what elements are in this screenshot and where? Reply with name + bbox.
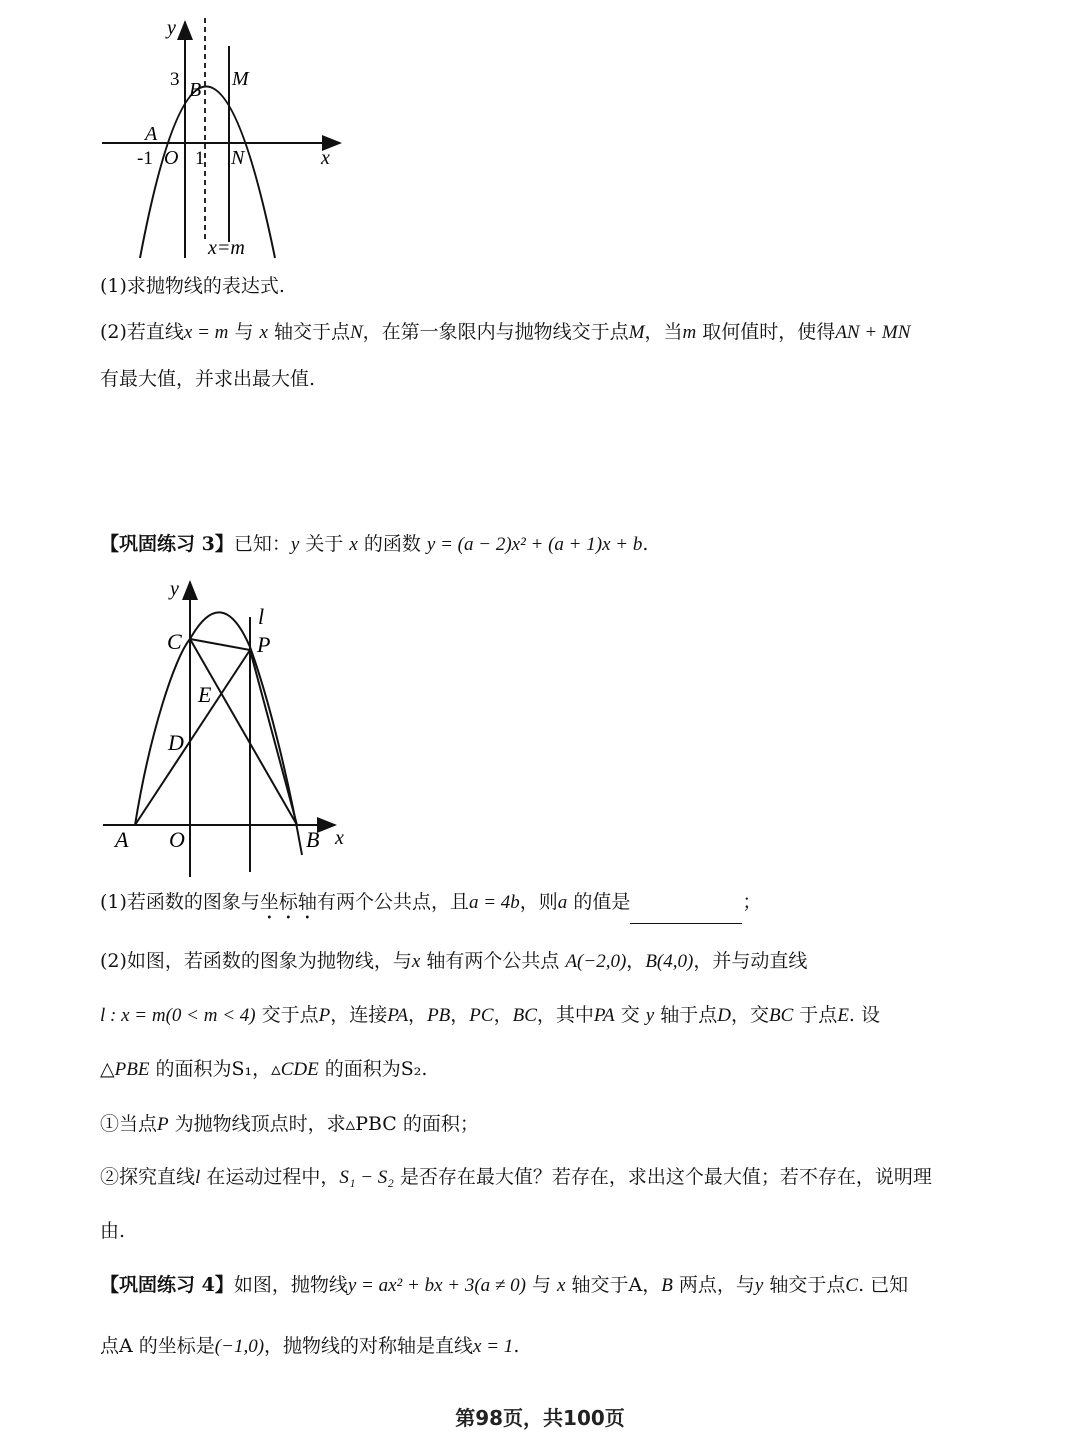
label-N: N: [231, 147, 245, 169]
segment-PC: [190, 639, 250, 650]
text: ，: [493, 1004, 513, 1026]
text: ，: [408, 1004, 428, 1026]
text: .: [421, 1058, 428, 1080]
math: S₁ − S₂: [339, 1167, 394, 1188]
label-B: B: [306, 827, 320, 852]
label-D: D: [168, 730, 184, 755]
practice3-q2-line2: [100, 1006, 880, 1025]
math: x = m: [183, 322, 229, 343]
text: 交于点: [255, 1004, 319, 1026]
practice3-sub2-line2: 由.: [100, 1220, 126, 1242]
label-1: 1: [195, 148, 205, 169]
text: .: [513, 1335, 520, 1357]
formula: y = (a − 2)x² + (a + 1)x + b: [426, 534, 643, 555]
text: (1)若函数的图象与: [100, 891, 260, 913]
label-y: y: [167, 17, 176, 39]
text: ②探究直线: [100, 1166, 196, 1188]
practice3-tag: 【巩固练习 3】: [100, 533, 234, 555]
math: x = 1: [473, 1336, 514, 1357]
math: x: [349, 534, 358, 555]
text: 关于: [299, 533, 350, 555]
math: y: [645, 1005, 655, 1026]
label-O: O: [164, 147, 179, 169]
text: 轴交于: [565, 1274, 629, 1296]
label-x: x: [335, 827, 344, 849]
text: 的函数: [357, 533, 427, 555]
math: A(−2,0): [565, 951, 627, 972]
math: P: [157, 1114, 169, 1135]
math: BC: [768, 1005, 794, 1026]
math: (−1,0): [214, 1336, 265, 1357]
text: ，: [626, 950, 646, 972]
math: PB: [427, 1005, 451, 1026]
math: l : x = m(0 < m < 4): [100, 1005, 256, 1026]
problem2-q2-line2: 有最大值，并求出最大值.: [100, 368, 316, 390]
math: y: [754, 1275, 764, 1296]
math: S₁: [231, 1058, 253, 1080]
label-E: E: [198, 682, 212, 707]
math: a: [557, 892, 568, 913]
text: ，抛物线的对称轴是直线: [264, 1335, 474, 1357]
text: 的面积为: [318, 1058, 401, 1080]
math: S₂: [400, 1058, 422, 1080]
text: 两点，与: [672, 1274, 755, 1296]
text: ，交: [730, 1004, 769, 1026]
text: . 设: [848, 1004, 881, 1026]
text: △: [100, 1058, 115, 1080]
segment-PB: [250, 650, 297, 825]
label-l: l: [258, 604, 265, 629]
practice3-q1: [100, 891, 761, 924]
text: 点: [100, 1335, 120, 1357]
label-x: x: [321, 147, 330, 169]
label-A: A: [115, 827, 129, 852]
math: x: [411, 951, 421, 972]
math: AN + MN: [835, 322, 911, 343]
math: x: [557, 1275, 566, 1296]
text: 有两个公共点，且: [316, 891, 469, 913]
practice3-sub2: [100, 1168, 932, 1187]
practice3-header: [100, 535, 648, 554]
text: 于点: [793, 1004, 838, 1026]
text: ，其中: [536, 1004, 594, 1026]
math: A: [119, 1335, 133, 1357]
figure-parabola-2: [95, 572, 365, 882]
label-M: M: [232, 68, 249, 90]
text: ，并与动直线: [693, 950, 808, 972]
math: P: [318, 1005, 331, 1026]
text: 为抛物线顶点时，求: [168, 1113, 346, 1135]
label-B: B: [189, 79, 202, 101]
text: ①当点: [100, 1113, 158, 1135]
label-A: A: [145, 123, 158, 145]
math: x: [259, 322, 268, 343]
text: ；: [742, 891, 762, 913]
text: 轴于点: [654, 1004, 718, 1026]
text: 在运动过程中，: [200, 1166, 340, 1188]
practice3-sub1: [100, 1115, 479, 1134]
text: 是否存在最大值？若存在，求出这个最大值；若不存在，说明理: [393, 1166, 932, 1188]
label-3: 3: [170, 69, 180, 90]
text: 轴有两个公共点: [420, 950, 566, 972]
problem2-q1: (1)求抛物线的表达式.: [100, 275, 285, 297]
page-footer: 第98页，共100页: [455, 1406, 625, 1430]
text: (2)如图，若函数的图象为抛物线，与: [100, 950, 412, 972]
problem2-q2: [100, 323, 910, 342]
math: y: [290, 534, 300, 555]
math: C: [845, 1275, 859, 1296]
text: 的面积为: [149, 1058, 232, 1080]
text: ，当: [644, 321, 683, 343]
formula: y = ax² + bx + 3(a ≠ 0): [347, 1275, 526, 1296]
figure-parabola-1: [95, 10, 355, 262]
practice3-q2-line1: [100, 952, 807, 971]
math: B: [661, 1275, 673, 1296]
text: 轴交于点: [267, 321, 350, 343]
label-x-eq-m: x=m: [208, 237, 245, 259]
text: 的坐标是: [132, 1335, 215, 1357]
emphasis-text: 坐标轴: [259, 891, 317, 913]
text: . 已知: [858, 1274, 909, 1296]
text: .: [642, 533, 649, 555]
math: A: [628, 1274, 643, 1296]
math: M: [628, 322, 645, 343]
text: ▵: [271, 1058, 281, 1080]
practice3-q2-line3: [100, 1060, 427, 1079]
text: 取何值时，使得: [696, 321, 836, 343]
text: ，连接: [330, 1004, 388, 1026]
text: ，: [642, 1274, 662, 1296]
label-C: C: [167, 629, 182, 654]
text: 的值是: [567, 891, 631, 913]
text: 交: [614, 1004, 646, 1026]
text: ，在第一象限内与抛物线交于点: [362, 321, 629, 343]
math: B(4,0): [645, 951, 694, 972]
math: m: [682, 322, 697, 343]
practice4-line2: [100, 1337, 519, 1356]
math: D: [717, 1005, 731, 1026]
math: ▵PBC: [345, 1113, 397, 1135]
label-y: y: [170, 578, 179, 600]
parabola-curve: [135, 612, 302, 855]
math: CDE: [280, 1059, 319, 1080]
answer-blank: [630, 905, 742, 924]
text: ，: [450, 1004, 470, 1026]
label-neg1: -1: [137, 148, 153, 169]
math: PA: [593, 1005, 615, 1026]
math: BC: [512, 1005, 537, 1026]
text: 轴交于点: [763, 1274, 846, 1296]
segment-BC: [190, 639, 297, 825]
text: 如图，抛物线: [233, 1274, 348, 1296]
math: PA: [387, 1005, 409, 1026]
text: 与: [525, 1274, 557, 1296]
text: 的面积；: [396, 1113, 479, 1135]
text: 与: [228, 321, 260, 343]
math: PC: [469, 1005, 494, 1026]
label-O: O: [169, 827, 185, 852]
math: PBE: [114, 1059, 150, 1080]
practice4-tag: 【巩固练习 4】: [100, 1274, 234, 1296]
label-P: P: [257, 632, 271, 657]
math: N: [349, 322, 363, 343]
practice4-line1: [100, 1276, 908, 1295]
math: l: [195, 1167, 201, 1188]
text: ，则: [519, 891, 558, 913]
math: E: [837, 1005, 849, 1026]
text: ，: [252, 1058, 272, 1080]
text: (2)若直线: [100, 321, 184, 343]
math: a = 4b: [468, 892, 520, 913]
parabola-curve: [140, 87, 275, 259]
text: 已知：: [233, 533, 291, 555]
